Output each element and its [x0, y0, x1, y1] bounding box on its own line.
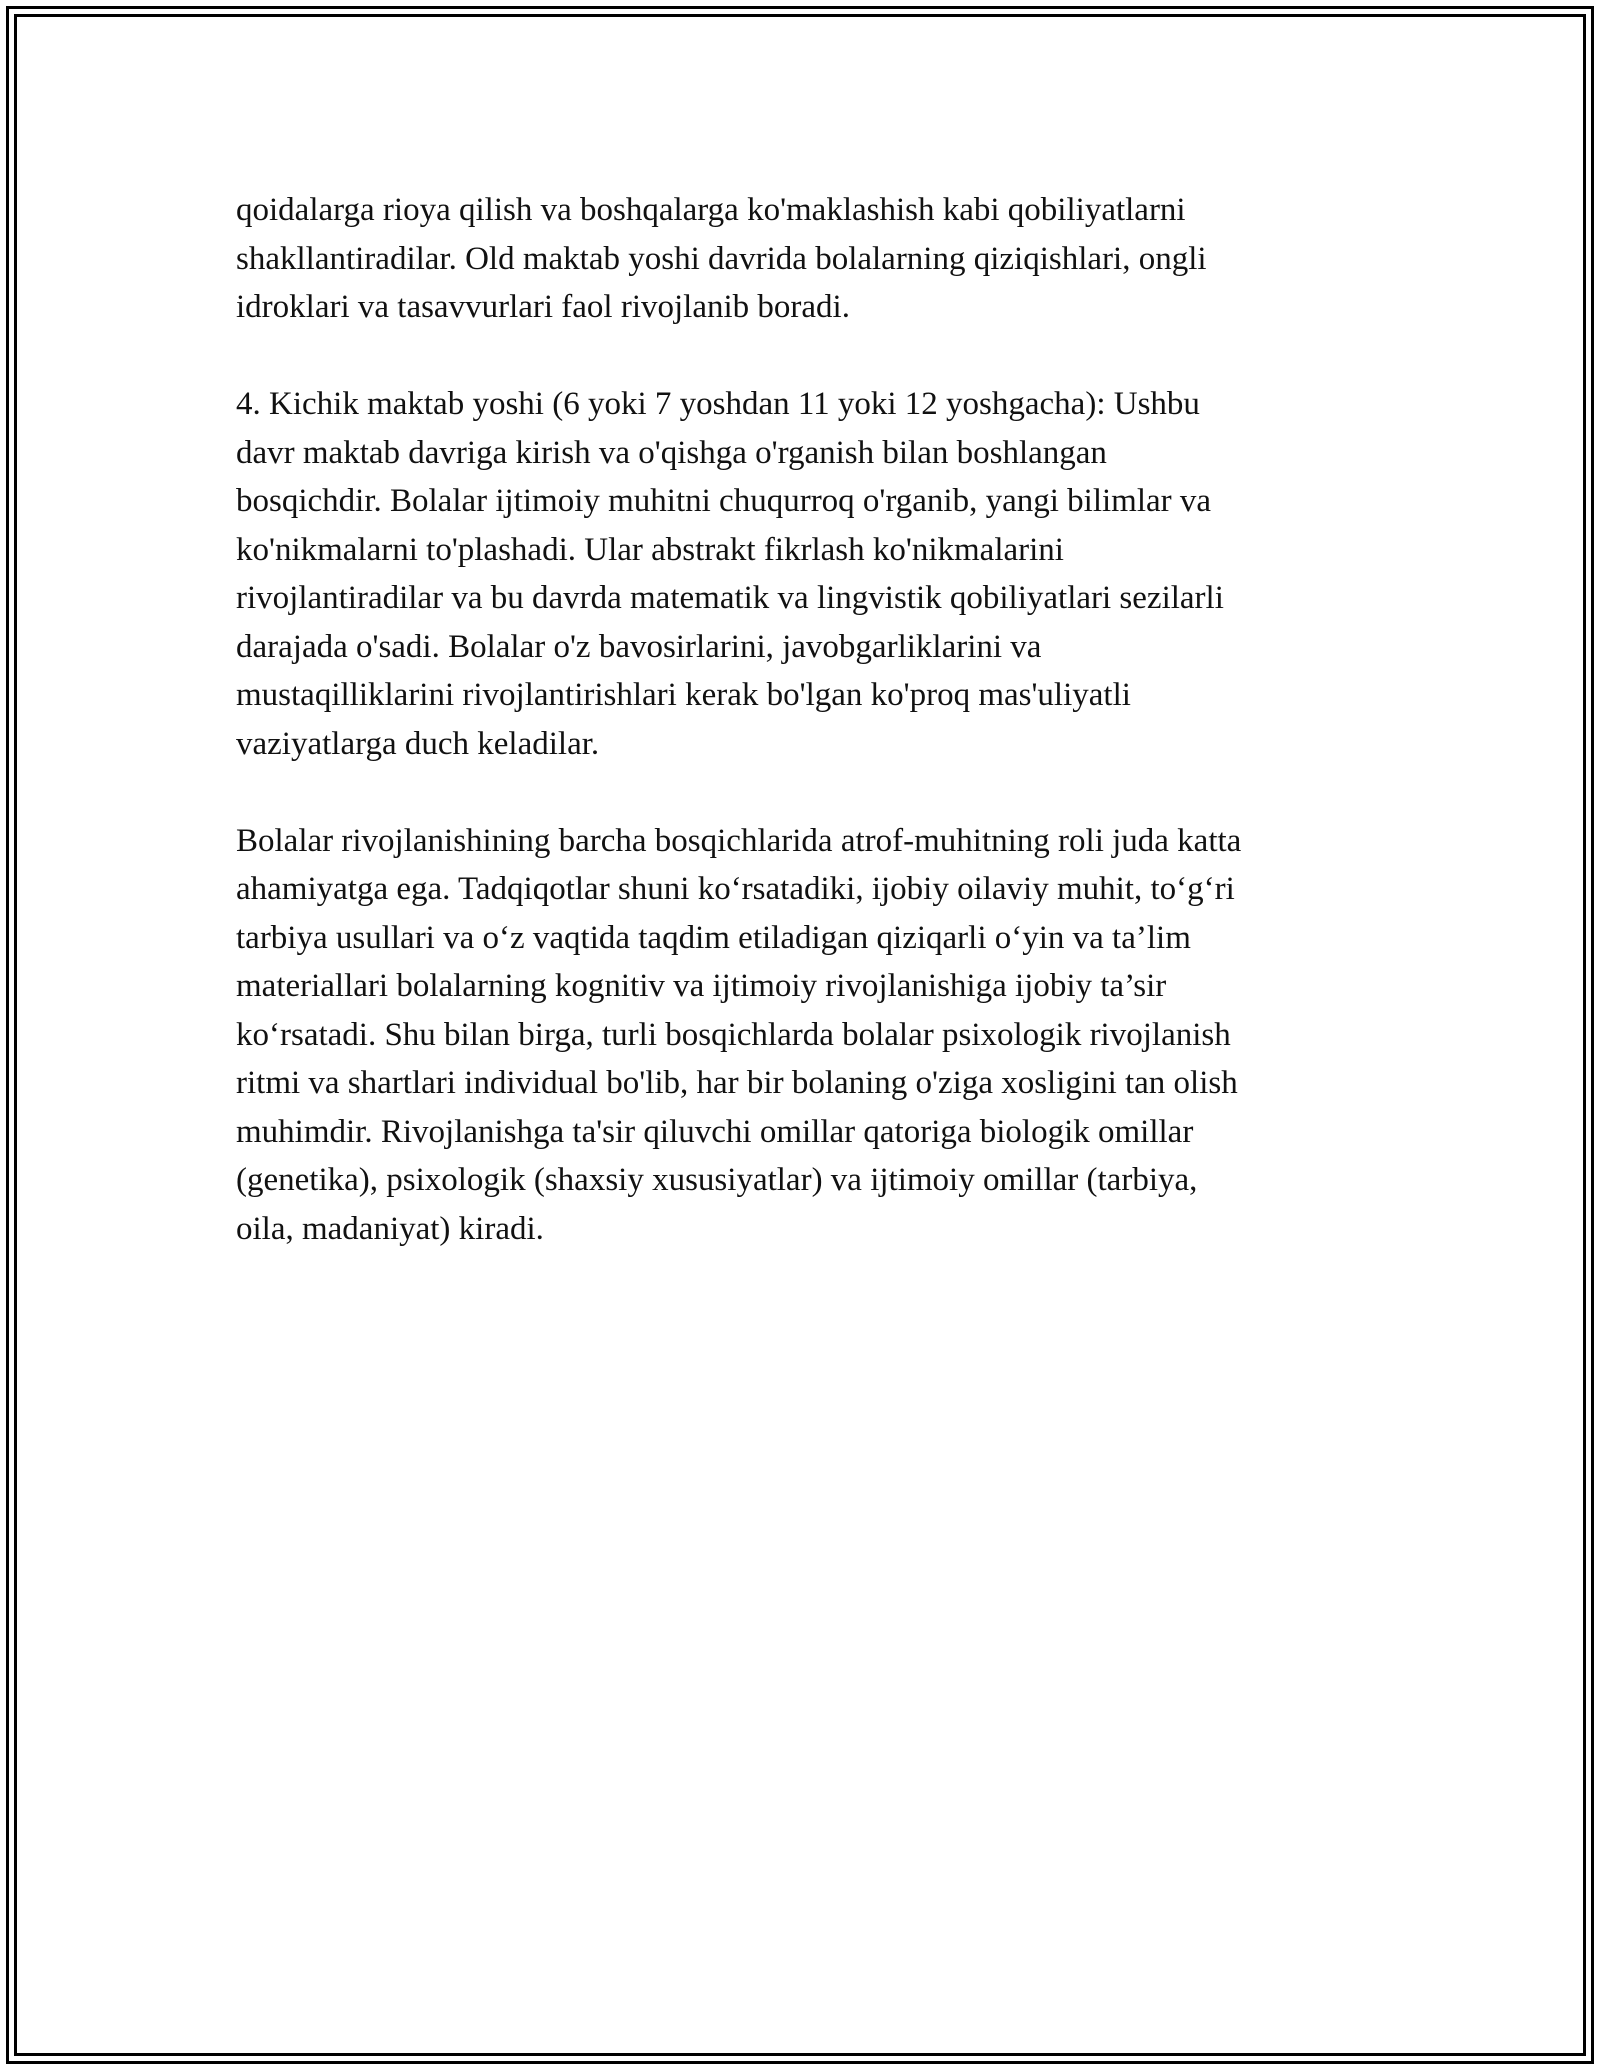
paragraph-line: 4. Kichik maktab yoshi (6 yoki 7 yoshdan 11 yoki 12 yoshgacha): Ushbu [236, 386, 1200, 422]
paragraph-line: darajada o'sadi. Bolalar o'z bavosirlarini, javobgarliklarini va [236, 628, 1042, 665]
paragraph-line: qoidalarga rioya qilish va boshqalarga ko'maklashish kabi qobiliyatlarni [236, 192, 1186, 228]
paragraph-line: davr maktab davriga kirish va o'qishga o'rganish bilan boshlangan [236, 434, 1107, 471]
paragraph-line: ko‘rsatadi. Shu bilan birga, turli bosqichlarda bolalar psixologik rivojlanish [236, 1016, 1231, 1053]
paragraph-line: mustaqilliklarini rivojlantirishlari kerak bo'lgan ko'proq mas'uliyatli [236, 677, 1131, 713]
paragraph-line: ahamiyatga ega. Tadqiqotlar shuni ko‘rsatadiki, ijobiy oilaviy muhit, to‘g‘ri [236, 871, 1235, 907]
paragraph-line: vaziyatlarga duch keladilar. [236, 725, 600, 762]
paragraph-line: muhimdir. Rivojlanishga ta'sir qiluvchi omillar qatoriga biologik omillar [236, 1113, 1194, 1150]
paragraph-line: bosqichdir. Bolalar ijtimoiy muhitni chuqurroq o'rganib, yangi bilimlar va [236, 483, 1212, 519]
paragraph-3 [236, 817, 1366, 1254]
paragraph-line: ritmi va shartlari individual bo'lib, har bir bolaning o'ziga xosligini tan olish [236, 1065, 1238, 1101]
paragraph-line: materiallari bolalarning kognitiv va ijtimoiy rivojlanishiga ijobiy ta’sir [236, 968, 1167, 1004]
paragraph-2 [236, 380, 1366, 768]
paragraph-line: idroklari va tasavvurlari faol rivojlanib boradi. [236, 289, 850, 325]
document-body [236, 186, 1366, 1302]
paragraph-line: tarbiya usullari va o‘z vaqtida taqdim etiladigan qiziqarli o‘yin va ta’lim [236, 919, 1191, 956]
paragraph-line: rivojlantiradilar va bu davrda matematik va lingvistik qobiliyatlari sezilarli [236, 580, 1224, 616]
paragraph-line: shakllantiradilar. Old maktab yoshi davrida bolalarning qiziqishlari, ongli [236, 240, 1207, 277]
paragraph-line: Bolalar rivojlanishining barcha bosqichlarida atrof-muhitning roli juda katta [236, 822, 1242, 859]
paragraph-line: oila, madaniyat) kiradi. [236, 1210, 544, 1247]
paragraph-line: ko'nikmalarni to'plashadi. Ular abstrakt fikrlash ko'nikmalarini [236, 531, 1064, 568]
paragraph-line: (genetika), psixologik (shaxsiy xususiyatlar) va ijtimoiy omillar (tarbiya, [236, 1162, 1198, 1198]
paragraph-1 [236, 186, 1366, 332]
